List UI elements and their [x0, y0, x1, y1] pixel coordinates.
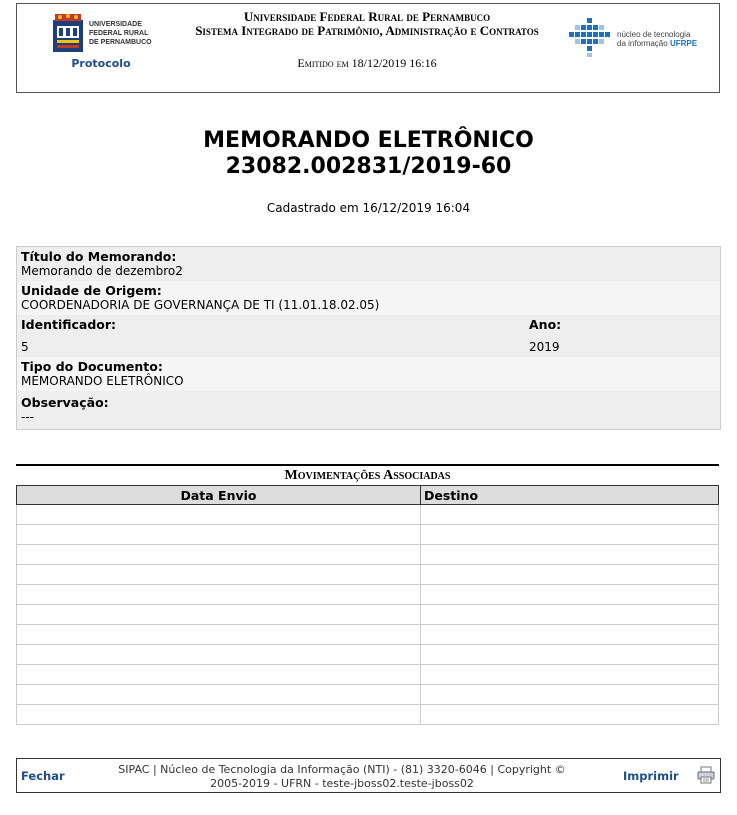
print-link[interactable]: Imprimir	[623, 769, 679, 783]
cell-data-envio	[17, 665, 421, 685]
cell-data-envio	[17, 585, 421, 605]
detail-row-titulo	[17, 247, 720, 281]
unidade-label: Unidade de Origem:	[21, 283, 162, 298]
observacao-label: Observação:	[21, 395, 109, 410]
nti-logo-text	[617, 30, 697, 48]
report-title	[177, 10, 557, 38]
table-row	[17, 645, 719, 665]
document-title	[0, 128, 737, 180]
cell-data-envio	[17, 645, 421, 665]
table-header-row	[17, 486, 719, 505]
university-crest-icon	[51, 12, 85, 54]
ano-value: 2019	[529, 340, 560, 354]
institution-name: Universidade Federal Rural de Pernambuco	[243, 9, 491, 24]
footer-info	[92, 763, 592, 791]
detail-row-tipo	[17, 357, 720, 391]
nti-logo	[567, 18, 712, 58]
identificador-label: Identificador:	[21, 317, 117, 332]
unidade-value: COORDENADORIA DE GOVERNANÇA DE TI (11.01.18.02.05)	[21, 298, 380, 312]
table-row	[17, 565, 719, 585]
registered-date: Cadastrado em 16/12/2019 16:04	[266, 201, 471, 215]
cell-destino	[421, 665, 719, 685]
logo-text-line: FEDERAL RURAL	[89, 30, 149, 37]
document-number-heading: 23082.002831/2019-60	[225, 154, 512, 179]
cell-data-envio	[17, 685, 421, 705]
cell-destino	[421, 645, 719, 665]
document-type-heading: MEMORANDO ELETRÔNICO	[203, 128, 534, 153]
cell-destino	[421, 545, 719, 565]
report-header	[16, 3, 720, 93]
titulo-label: Título do Memorando:	[21, 249, 177, 264]
protocolo-link[interactable]: Protocolo	[71, 57, 131, 70]
cell-data-envio	[17, 525, 421, 545]
table-row	[17, 545, 719, 565]
movements-section	[16, 464, 719, 725]
cell-data-envio	[17, 565, 421, 585]
table-row	[17, 505, 719, 525]
nti-dots-icon	[567, 18, 613, 58]
close-link[interactable]: Fechar	[21, 769, 65, 783]
cell-destino	[421, 505, 719, 525]
nti-text-line: núcleo de tecnologia	[617, 30, 691, 39]
detail-row-unidade	[17, 281, 720, 315]
cell-destino	[421, 585, 719, 605]
cell-destino	[421, 605, 719, 625]
cell-destino	[421, 525, 719, 545]
detail-row-identificador	[17, 315, 720, 357]
movements-table	[16, 485, 719, 725]
logo-text-line: DE PERNAMBUCO	[89, 39, 152, 46]
cell-data-envio	[17, 705, 421, 725]
nti-ufrpe-text: UFRPE	[669, 39, 698, 48]
titulo-value: Memorando de dezembro2	[21, 264, 183, 278]
table-row	[17, 625, 719, 645]
footer-line: SIPAC | Núcleo de Tecnologia da Informação (NTI) - (81) 3320-6046 | Copyright ©	[118, 763, 566, 776]
movements-table-body	[17, 505, 719, 725]
table-row	[17, 685, 719, 705]
memo-details	[16, 246, 721, 430]
cell-destino	[421, 705, 719, 725]
report-footer	[16, 758, 721, 793]
table-row	[17, 605, 719, 625]
cell-destino	[421, 565, 719, 585]
table-row	[17, 665, 719, 685]
identificador-value: 5	[21, 340, 29, 354]
university-logo-text	[89, 20, 159, 47]
cell-data-envio	[17, 625, 421, 645]
column-data-envio: Data Envio	[17, 486, 421, 505]
tipo-label: Tipo do Documento:	[21, 359, 163, 374]
column-destino: Destino	[421, 486, 719, 505]
footer-line: 2005-2019 - UFRN - teste-jboss02.teste-jboss02	[210, 777, 474, 790]
detail-row-observacao	[17, 391, 720, 429]
observacao-value: ---	[21, 410, 34, 424]
movements-caption: Movimentações Associadas	[16, 464, 719, 485]
cell-destino	[421, 625, 719, 645]
logo-text-line: UNIVERSIDADE	[89, 21, 142, 28]
system-name: Sistema Integrado de Patrimônio, Administração e Contratos	[195, 23, 539, 38]
cell-destino	[421, 685, 719, 705]
ano-label: Ano:	[529, 317, 562, 332]
table-row	[17, 525, 719, 545]
cell-data-envio	[17, 605, 421, 625]
table-row	[17, 585, 719, 605]
printer-icon[interactable]	[697, 766, 715, 784]
emission-date: Emitido em 18/12/2019 16:16	[297, 56, 437, 70]
tipo-value: MEMORANDO ELETRÔNICO	[21, 374, 184, 388]
table-row	[17, 705, 719, 725]
cell-data-envio	[17, 545, 421, 565]
cell-data-envio	[17, 505, 421, 525]
nti-text-line: da informação	[617, 39, 668, 48]
